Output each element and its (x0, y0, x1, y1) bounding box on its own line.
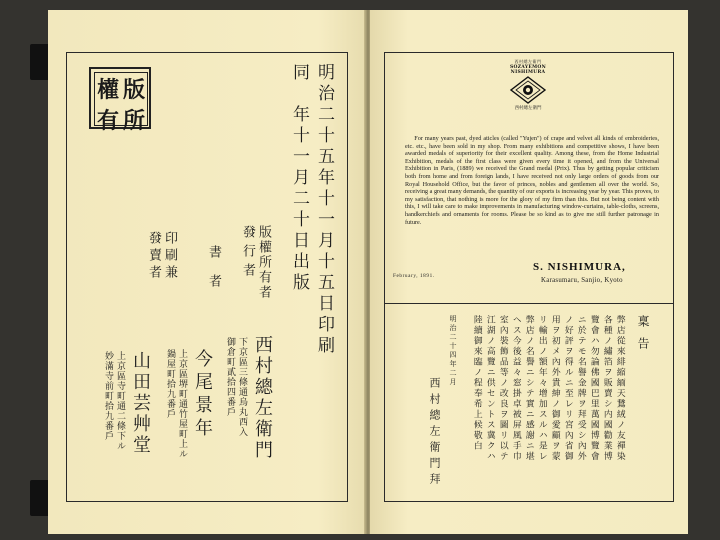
notice-frame (384, 52, 674, 502)
crest-bottom-text: 西村總左衛門 (514, 106, 542, 111)
copyright-seal (89, 67, 151, 134)
english-notice-text: For many years past, dyed aticles (called "Yujen") of crape and velvet all kinds of embroideries, etc. etc., have been sold in my shop. From many exhibitions and competitive shows, I have been awarded medals of superiority for their excellent quality. Among these, from the Home Industrial Exhibition, medals of the first class were given every time it opened, and from the Universal Exhibition in Paris, (1889) we received the Grand medal (Prix). Thus by getting popular criticism both from home and from foreign lands, I have received not only large orders of goods from our Royal Household Office, but the favor of princes, nobles and gentlemen all over the world. So, receiving a great many demands, the quantity of our exports is increasing year by year. This proves, to my satisfaction, that nothing is more for the glory of my firm than this. But not being content with this, I will take care to make improvements in manufacturing window-curtains, table-cloths, screens, handkerchiefs and ornaments for rooms. Please be so kind as to give me still further patronage in future. (405, 135, 659, 226)
printer-address-2: 妙滿寺前町拾九番戶 (103, 351, 113, 441)
printer-address-1: 上京區寺町通二條下ル (115, 351, 125, 451)
japanese-notice-title: 稟告 (636, 315, 650, 359)
english-date: February, 1891. (393, 273, 435, 279)
shop-crest (497, 59, 559, 115)
seal-char: 版 (122, 77, 145, 103)
notice-page (370, 10, 688, 534)
print-date: 明治二十五年十一月十五日印刷 (314, 63, 334, 357)
japanese-notice-column: ヘス今後益々窓掛卓被屏風手巾 (510, 315, 521, 462)
crest-emblem-icon (509, 76, 547, 104)
crest-top-text: 西村總左衛門 (514, 59, 542, 64)
seal-char: 所 (122, 108, 145, 134)
seal-char: 權 (96, 77, 119, 103)
colophon-frame (66, 52, 348, 502)
seal-char: 有 (96, 108, 119, 134)
open-book (48, 10, 688, 534)
japanese-notice-column: 弊店從來緋縮緬天鵞絨ノ友禪染 (614, 315, 625, 462)
crest-name: SOZAYEMON NISHIMURA (509, 65, 547, 75)
english-signature: S. NISHIMURA, (533, 261, 626, 273)
printer-label: 印刷兼 (162, 231, 177, 282)
publisher-label: 發行者 (240, 225, 255, 282)
japanese-notice-column: 陸續御來臨ノ程奉希上候敬白 (471, 315, 482, 452)
seller-label: 發賣者 (146, 231, 161, 282)
japanese-notice-column: 覽會ハ勿論佛國巴里萬國博覽會 (588, 315, 599, 462)
japanese-notice-column: 江湖ノ高覽ニ供セントス冀クハ (484, 315, 495, 462)
japanese-notice-column: ノ好評ヲ得ルニ至レリ宮內省御 (562, 315, 573, 462)
japanese-notice-column: 各種ノ繡箔ヲ販賣シ内國勸業博 (601, 315, 612, 462)
author-address-1: 上京區堺町通竹屋町上ル (177, 349, 187, 459)
publisher-name: 西村總左衛門 (252, 335, 273, 461)
section-divider (385, 303, 673, 304)
japanese-notice-signer: 西村總左衛門拜 (428, 377, 441, 489)
copyright-holder-label: 版權所有者 (256, 225, 271, 300)
japanese-notice-column: リ輸出ノ額年々增加スルハ是レ (536, 315, 547, 462)
printer-name: 山田芸艸堂 (130, 351, 151, 456)
colophon-page (48, 10, 366, 534)
japanese-notice-column: ニ於テモ名譽金牌ヲ拜受シ內外 (575, 315, 586, 462)
japanese-notice-date: 明治二十四年二月 (449, 315, 457, 387)
japanese-notice-column: 室內裝飾品等ノ改良ヲ圖リ以テ (497, 315, 508, 462)
author-address-2: 鍋屋町拾九番戶 (165, 349, 175, 419)
publish-date: 同 年十一月二十日出版 (289, 63, 309, 294)
author-name: 今尾景年 (192, 349, 213, 441)
japanese-notice-column: 弊店ノ名譽ニシテ實ニ感謝ニ堪 (523, 315, 534, 462)
publisher-address-2: 御倉町貳拾四番戶 (225, 337, 235, 417)
japanese-notice-column: 用ヲ初メ內外貴紳ノ御愛顧ヲ蒙 (549, 315, 560, 462)
english-address: Karasumaru, Sanjio, Kyoto (541, 277, 623, 284)
author-label: 書者 (206, 245, 221, 303)
publisher-address-1: 下京區三條通烏丸西入 (237, 337, 247, 437)
